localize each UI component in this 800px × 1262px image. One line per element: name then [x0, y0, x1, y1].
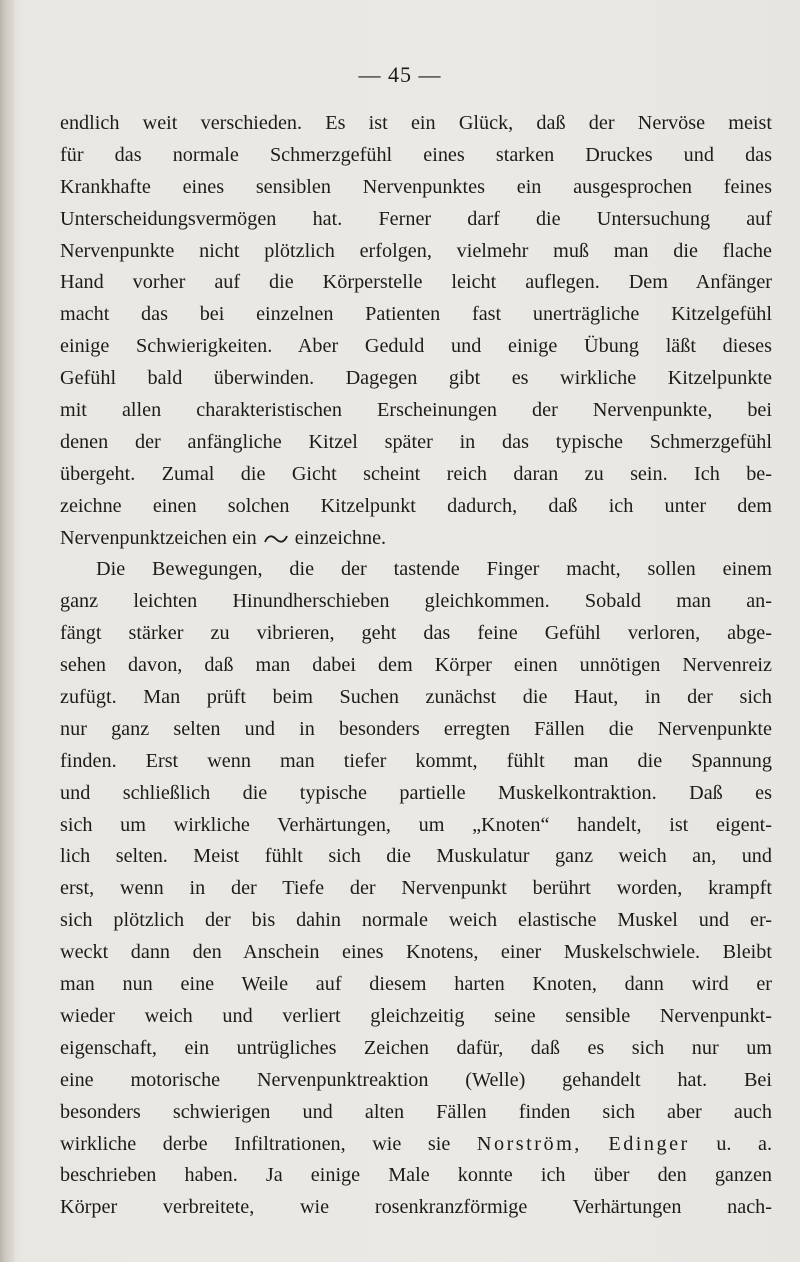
text-line: Krankhafte eines sensiblen Nervenpunktes ein ausgesprochen feines [60, 175, 772, 198]
book-spine-shadow [0, 0, 14, 1262]
text-line: finden. Erst wenn man tiefer kommt, fühlt man die Spannung [60, 749, 772, 772]
text-line: Gefühl bald überwinden. Dagegen gibt es wirkliche Kitzelpunkte [60, 367, 772, 390]
text-line: sich plötzlich der bis dahin normale weich elastische Muskel und er- [60, 909, 772, 932]
text-line: eigenschaft, ein untrügliches Zeichen dafür, daß es sich nur um [60, 1036, 772, 1059]
text-line: Körper verbreitete, wie rosenkranzförmige Verhärtungen nach- [60, 1196, 772, 1219]
text-line-with-names [60, 1129, 772, 1161]
author-name-norstrom: Norström, [476, 1132, 582, 1155]
text-line: Unterscheidungsvermögen hat. Ferner darf die Untersuchung auf [60, 207, 772, 230]
symbol-line-before: Nervenpunktzeichen ein [60, 526, 257, 549]
text-line: beschrieben haben. Ja einige Male konnte ich über den ganzen [60, 1164, 772, 1187]
tilde-symbol-icon [263, 533, 289, 545]
text-line: sich um wirkliche Verhärtungen, um „Knoten“ handelt, ist eigent- [60, 813, 772, 836]
text-line: übergeht. Zumal die Gicht scheint reich daran zu sein. Ich be- [60, 462, 772, 485]
text-line: erst, wenn in der Tiefe der Nervenpunkt berührt worden, krampft [60, 877, 772, 900]
text-line: eine motorische Nervenpunktreaktion (Welle) gehandelt hat. Bei [60, 1068, 772, 1091]
text-line: wieder weich und verliert gleichzeitig seine sensible Nervenpunkt- [60, 1004, 772, 1027]
text-line-with-symbol [60, 523, 772, 555]
text-line: nur ganz selten und in besonders erregten Fällen die Nervenpunkte [60, 717, 772, 740]
page-number: — 45 — [358, 62, 442, 87]
text-line: einige Schwierigkeiten. Aber Geduld und einige Übung läßt dieses [60, 335, 772, 358]
text-line: besonders schwierigen und alten Fällen finden sich aber auch [60, 1100, 772, 1123]
text-line: für das normale Schmerzgefühl eines starken Druckes und das [60, 143, 772, 166]
text-line: endlich weit verschieden. Es ist ein Glück, daß der Nervöse meist [60, 112, 772, 134]
text-line: zufügt. Man prüft beim Suchen zunächst die Haut, in der sich [60, 686, 772, 709]
text-line: man nun eine Weile auf diesem harten Knoten, dann wird er [60, 973, 772, 996]
text-line: weckt dann den Anschein eines Knotens, einer Muskelschwiele. Bleibt [60, 941, 772, 964]
text-line: zeichne einen solchen Kitzelpunkt dadurch, daß ich unter dem [60, 494, 772, 517]
text-line: denen der anfängliche Kitzel später in das typische Schmerzgefühl [60, 430, 772, 453]
text-line: Hand vorher auf die Körperstelle leicht auflegen. Dem Anfänger [60, 271, 772, 294]
text-line: Nervenpunkte nicht plötzlich erfolgen, vielmehr muß man die flache [60, 239, 772, 262]
names-line-before: wirkliche derbe Infiltrationen, wie sie [60, 1132, 451, 1155]
author-name-edinger: Edinger [608, 1132, 690, 1155]
text-line: fängt stärker zu vibrieren, geht das feine Gefühl verloren, abge- [60, 622, 772, 645]
text-line: sehen davon, daß man dabei dem Körper einen unnötigen Nervenreiz [60, 654, 772, 677]
text-line: macht das bei einzelnen Patienten fast unerträgliche Kitzelgefühl [60, 303, 772, 326]
text-line: und schließlich die typische partielle Muskelkontraktion. Daß es [60, 781, 772, 804]
names-line-after: u. a. [716, 1132, 773, 1155]
text-line: mit allen charakteristischen Erscheinungen der Nervenpunkte, bei [60, 399, 772, 422]
text-line: lich selten. Meist fühlt sich die Muskulatur ganz weich an, und [60, 845, 772, 868]
text-line: ganz leichten Hinundherschieben gleichkommen. Sobald man an- [60, 590, 772, 613]
symbol-line-after: einzeichne. [294, 526, 387, 549]
paragraph-first-line: Die Bewegungen, die der tastende Finger macht, sollen einem [96, 558, 772, 581]
body-text [60, 108, 772, 1224]
